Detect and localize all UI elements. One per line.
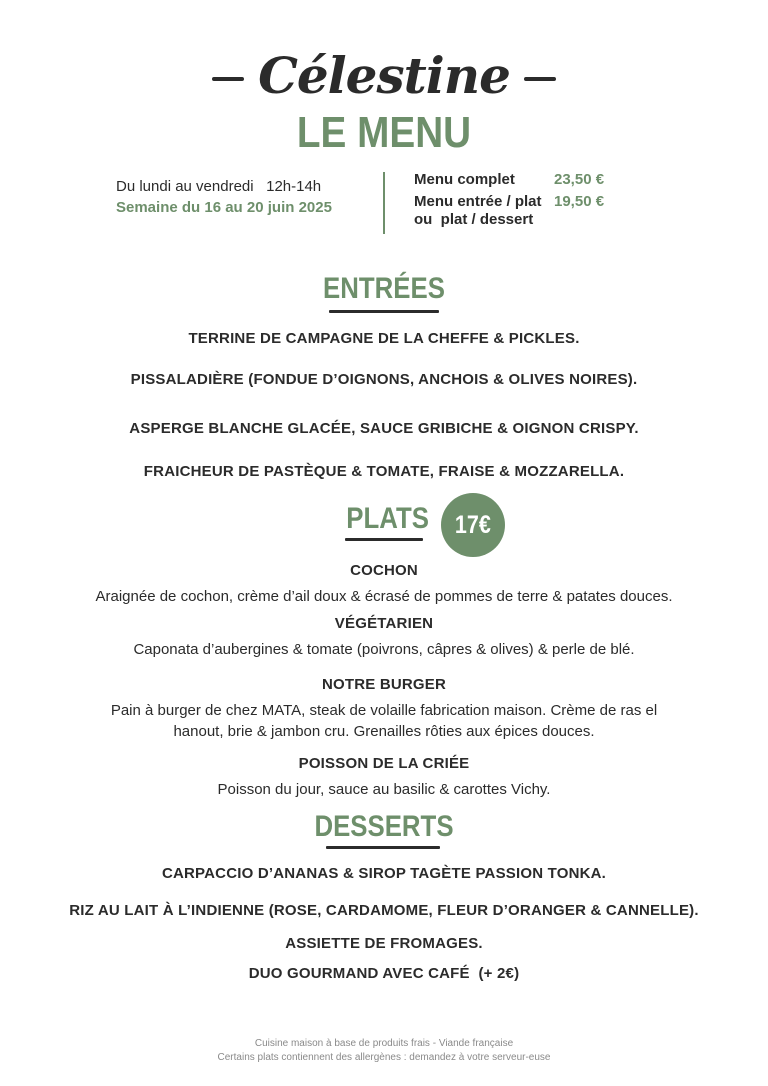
plats-title: PLATS: [346, 502, 429, 535]
menu-complet-label: Menu complet: [414, 171, 515, 188]
plat-name: NOTRE BURGER: [321, 676, 447, 693]
entree-item: FRAICHEUR DE PASTÈQUE & TOMATE, FRAISE & MOZZARELLA.: [143, 463, 625, 480]
entree-item: PISSALADIÈRE (FONDUE D’OIGNONS, ANCHOIS & OLIVES NOIRES).: [130, 371, 638, 388]
menu-formule-price: 19,50 €: [554, 193, 605, 210]
brand-dash-left: [212, 77, 244, 81]
brand-dash-right: [524, 77, 556, 81]
week-dates: Semaine du 16 au 20 juin 2025: [116, 199, 332, 216]
plat-desc-line2: hanout, brie & jambon cru. Grenailles rôties aux épices douces.: [173, 723, 595, 740]
dessert-item: CARPACCIO D’ANANAS & SIROP TAGÈTE PASSION TONKA.: [161, 865, 607, 882]
menu-complet-price: 23,50 €: [554, 171, 605, 188]
plat-desc: Poisson du jour, sauce au basilic & carottes Vichy.: [217, 781, 551, 798]
menu-formule-label-2: ou plat / dessert: [414, 211, 534, 228]
plat-name: VÉGÉTARIEN: [334, 615, 434, 632]
dessert-item: RIZ AU LAIT À L’INDIENNE (ROSE, CARDAMOME, FLEUR D’ORANGER & CANNELLE).: [69, 902, 699, 919]
entrees-title: ENTRÉES: [323, 272, 445, 305]
entree-item: ASPERGE BLANCHE GLACÉE, SAUCE GRIBICHE & OIGNON CRISPY.: [129, 420, 639, 437]
entree-item: TERRINE DE CAMPAGNE DE LA CHEFFE & PICKLES.: [188, 330, 580, 347]
plat-desc: Araignée de cochon, crème d’ail doux & écrasé de pommes de terre & patates douces.: [95, 588, 673, 605]
divider: [383, 172, 385, 234]
footer-line-1: Cuisine maison à base de produits frais - Viande française: [254, 1038, 514, 1049]
plat-desc-line1: Pain à burger de chez MATA, steak de volaille fabrication maison. Crème de ras el: [110, 702, 658, 719]
desserts-underline: [326, 846, 440, 849]
brand-name: Célestine: [258, 45, 510, 105]
desserts-title: DESSERTS: [314, 810, 454, 843]
plat-desc: Caponata d’aubergines & tomate (poivrons, câpres & olives) & perle de blé.: [133, 641, 635, 658]
plat-name: COCHON: [350, 562, 418, 579]
plat-name: POISSON DE LA CRIÉE: [298, 755, 470, 772]
plats-price: 17€: [455, 510, 491, 539]
dessert-item: DUO GOURMAND AVEC CAFÉ (+ 2€): [248, 965, 520, 982]
page-title: LE MENU: [296, 108, 472, 157]
menu-formule-label-1: Menu entrée / plat: [414, 193, 542, 210]
plats-price-badge: [441, 493, 505, 557]
brand-header: [0, 40, 768, 110]
entrees-underline: [329, 310, 439, 313]
plats-underline: [345, 538, 423, 541]
dessert-item: ASSIETTE DE FROMAGES.: [285, 935, 483, 952]
opening-hours: Du lundi au vendredi 12h-14h: [116, 178, 322, 195]
footer-line-2: Certains plats contiennent des allergènes : demandez à votre serveur-euse: [217, 1052, 551, 1063]
